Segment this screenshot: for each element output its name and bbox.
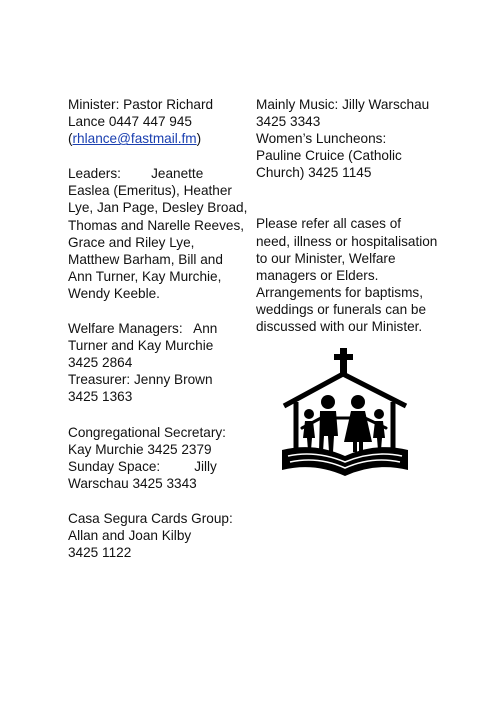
sunday-space-line: Warschau 3425 3343 — [68, 475, 197, 491]
notice-line: managers or Elders. — [256, 267, 379, 283]
minister-block — [68, 96, 254, 147]
leaders-line: Grace and Riley Lye, — [68, 234, 195, 250]
minister-phone: Lance 0447 447 945 — [68, 114, 192, 130]
leaders-line: Wendy Keeble. — [68, 285, 160, 301]
treasurer-phone: 3425 1363 — [68, 389, 133, 405]
leaders-line: Leaders: Jeanette — [68, 166, 204, 182]
church-family-icon — [278, 346, 412, 482]
leaders-line: Thomas and Narelle Reeves, — [68, 217, 245, 233]
notice-line: Please refer all cases of — [256, 216, 402, 232]
notice-line: to our Minister, Welfare — [256, 250, 396, 266]
secretary-line: Kay Murchie 3425 2379 — [68, 441, 212, 457]
email-open-paren: ( — [68, 131, 73, 147]
sunday-space-line: Sunday Space: Jilly — [68, 458, 217, 474]
treasurer-line: Treasurer: Jenny Brown — [68, 372, 213, 388]
luncheons-line: Church) 3425 1145 — [256, 165, 372, 181]
music-luncheons-block — [256, 96, 434, 181]
notice-line: need, illness or hospitalisation — [256, 233, 438, 249]
cards-group-line: 3425 1122 — [68, 545, 132, 561]
mainly-music-line: Mainly Music: Jilly Warschau — [256, 97, 430, 112]
leaders-line: Easlea (Emeritus), Heather — [68, 183, 232, 199]
leaders-line: Ann Turner, Kay Murchie, — [68, 268, 222, 284]
right-column — [256, 96, 438, 353]
left-column — [68, 96, 254, 579]
luncheons-line: Pauline Cruice (Catholic — [256, 148, 402, 164]
mainly-music-phone: 3425 3343 — [256, 114, 321, 130]
notice-line: weddings or funerals can be — [256, 301, 427, 317]
welfare-phone: 3425 2864 — [68, 355, 133, 371]
leaders-block — [68, 165, 254, 302]
leaders-line: Lye, Jan Page, Desley Broad, — [68, 200, 248, 216]
notice-line: Arrangements for baptisms, — [256, 284, 423, 300]
minister-email-line — [68, 130, 254, 147]
leaders-line: Matthew Barham, Bill and — [68, 251, 223, 267]
email-close-paren: ) — [196, 131, 202, 147]
luncheons-line: Women’s Luncheons: — [256, 131, 387, 147]
notice-line: discussed with our Minister. — [256, 319, 423, 335]
notice-block — [256, 215, 438, 335]
cards-group-block — [68, 510, 254, 561]
welfare-line: Welfare Managers: Ann — [68, 321, 218, 337]
minister-line: Minister: Pastor Richard — [68, 97, 214, 112]
minister-email-link[interactable]: rhlance@fastmail.fm — [72, 131, 197, 147]
welfare-line: Turner and Kay Murchie — [68, 338, 214, 354]
welfare-treasurer-block — [68, 320, 254, 405]
secretary-line: Congregational Secretary: — [68, 424, 226, 440]
cards-group-line: Casa Segura Cards Group: — [68, 510, 233, 526]
secretary-sunday-block — [68, 424, 254, 492]
cards-group-line: Allan and Joan Kilby — [68, 527, 192, 543]
